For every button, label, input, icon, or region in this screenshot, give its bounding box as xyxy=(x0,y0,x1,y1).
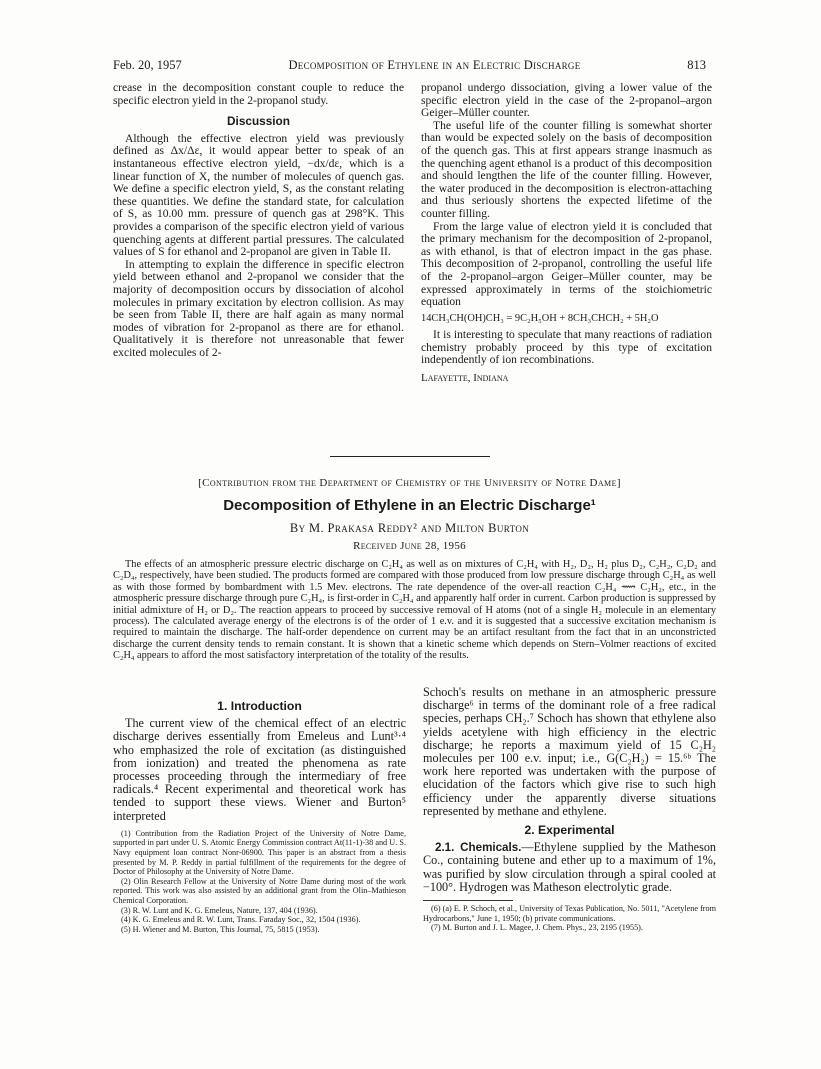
footnote: (6) (a) E. P. Schoch, et al., University of Texas Publication, No. 5011, "Acetylene from Hydrocarbons," June 1, 1950; (b) private communications. xyxy=(423,904,716,923)
continuation-paragraph: Schoch's results on methane in an atmospheric pressure discharge⁶ in terms of the dominant role of a free radical species, perhaps CH₂.⁷ Schoch has shown that ethylene also yields acetylene with high efficiency in the electric discharge; he reports a maximum yield of 15 C₂H₂ molecules per 100 e.v. input; i.e., G(C₂H₂) = 15.⁶ᵇ The work here reported was undertaken with the purpose of elucidation of the factors which give rise to such high efficiency under the apparently diverse situations represented by methane and ethylene. xyxy=(423,685,716,818)
experimental-heading: 2. Experimental xyxy=(524,823,615,838)
article-divider xyxy=(330,456,490,457)
chemicals-paragraph xyxy=(423,841,716,894)
prev-article-right-column xyxy=(421,82,712,385)
stoichiometric-equation: 14CH₃CH(OH)CH₃ = 9C₂H₅OH + 8CH₃CHCH₂ + 5H₂O xyxy=(421,312,659,324)
chemicals-text: —Ethylene supplied by the Matheson Co., containing butene and ether up to a maximum of 1%, was purified by slow circulation through a spiral cooled at −100°. Hydrogen was Matheson electrolytic grade. xyxy=(423,840,717,894)
prev-article-left-column xyxy=(113,82,404,359)
running-head xyxy=(113,58,706,73)
chemicals-subheading: 2.1. Chemicals. xyxy=(435,841,522,855)
byline: By M. Prakasa Reddy² and Milton Burton xyxy=(289,521,530,535)
received-date: Received June 28, 1956 xyxy=(353,540,466,552)
prev-paragraph: Although the effective electron yield was previously defined as Δx/Δε, it would appear better to speak of an instantaneous effective electron yield, −dx/dε, which is a linear function of X, the number of molecules of quench gas. We define a specific electron yield, S, as the constant relating these quantities. We define the standard state, for calculation of S, as 10.00 mm. pressure of quench gas at 298°K. This provides a comparison of the specific electron yield of various quenching agents at different partial pressures. The calculated values of S for ethanol and 2-propanol are given in Table II. xyxy=(113,131,404,259)
prev-paragraph: From the large value of electron yield it is concluded that the primary mechanism for the decomposition of 2-propanol, as with ethanol, is that of electron impact in the gas phase. This decomposition of 2-propanol, controlling the useful life of the 2-propanol–argon Geiger–Müller counter, may be expressed approximately in terms of the stoichiometric equation xyxy=(421,219,712,309)
article-title: Decomposition of Ethylene in an Electric Discharge¹ xyxy=(223,497,596,514)
article-right-column xyxy=(423,686,716,933)
footnote: (7) M. Burton and J. L. Magee, J. Chem. Phys., 23, 2195 (1955). xyxy=(431,923,643,933)
footnote-rule xyxy=(423,900,513,901)
introduction-paragraph: The current view of the chemical effect of an electric discharge derives essentially from Emeleus and Lunt³·⁴ who emphasized the role of excitation (as distinguished from ionization) and treated the phenomena as rate processes proceeding through the intermediary of free radicals.⁴ Recent experimental and theoretical work has tended to support these views. Wiener and Burton⁵ interpreted xyxy=(113,716,406,823)
footnotes-right xyxy=(423,904,716,933)
page-number: 813 xyxy=(687,58,706,72)
footnote: (5) H. Wiener and M. Burton, This Journal, 75, 5815 (1953). xyxy=(121,924,320,934)
contribution-line: [Contribution from the Department of Chemistry of the University of Notre Dame] xyxy=(198,477,621,489)
affiliation: Lafayette, Indiana xyxy=(421,372,509,385)
footnote: (4) K. G. Emeleus and R. W. Lunt, Trans. Faraday Soc., 32, 1504 (1936). xyxy=(121,915,361,925)
footnote: (2) Olin Research Fellow at the University of Notre Dame during most of the work reported. This work was also assisted by an additional grant from the Olin–Mathieson Chemical Corporation. xyxy=(113,876,406,905)
footnote: (1) Contribution from the Radiation Project of the University of Notre Dame, supported in part under U. S. Atomic Energy Commission contract At(11-1)-38 and U. S. Navy equipment loan contract Nonr-06900. This paper is an abstract from a thesis presented by M. P. Reddy in partial fulfillment of the requirements for the degree of Doctor of Philosophy at the University of Notre Dame. xyxy=(113,828,406,877)
running-title: Decomposition of Ethylene in an Electric Discharge xyxy=(288,58,581,72)
abstract: The effects of an atmospheric pressure electric discharge on C₂H₄ as well as on mixtures of C₂H₄ with H₂, D₂, H₂ plus D₂, C₂H₂, C₂D₂ and C₂D₄, respectively, have been studied. The products formed are compared with those produced from low pressure discharge through C₂H₄ as well as with those formed by bombardment with 1.5 Mev. electrons. The rate dependence of the over-all reaction C₂H₄ ⟿ C₂H₂, etc., in the atmospheric pressure discharge through pure C₂H₄, is first-order in C₂H₄ and apparently half order in current. Carbon production is suppressed by initial admixture of H₂ or D₂. The reaction appears to proceed by successive removal of H atoms (not of a single H₂ molecule in an elementary process). The calculated average energy of the electrons is of the order of 1 e.v. and it is suggested that a successive excitation mechanism is required to maintain the discharge. The half-order dependence on current may be an artifact resultant from the fact that in an unconstricted discharge the current density tends to remain constant. It is shown that a kinetic scheme which depends on Stern–Volmer reactions of excited C₂H₄ appears to afford the most satisfactory interpretation of the totality of the results. xyxy=(113,559,716,662)
prev-paragraph: In attempting to explain the difference in specific electron yield between ethanol and 2-propanol we consider that the majority of decomposition occurs by dissociation of alcohol molecules in primary excitation by electron collision. As may be seen from Table II, there are half again as many normal modes of vibration for 2-propanol as there are for ethanol. Qualitatively it is therefore not unreasonable that fewer excited molecules of 2- xyxy=(113,257,404,359)
discussion-heading: Discussion xyxy=(227,114,290,129)
footnote: (3) R. W. Lunt and K. G. Emeleus, Nature, 137, 404 (1936). xyxy=(121,905,318,915)
introduction-heading: 1. Introduction xyxy=(217,699,302,713)
article-left-column xyxy=(113,700,406,934)
prev-paragraph: It is interesting to speculate that many reactions of radiation chemistry probably proceed by this type of excitation independently of ion recombinations. xyxy=(421,328,712,367)
prev-paragraph: propanol undergo dissociation, giving a lower value of the specific electron yield in the case of the 2-propanol–argon Geiger–Müller counter. xyxy=(421,81,712,120)
prev-paragraph: The useful life of the counter filling is somewhat shorter than would be expected solely on the basis of decomposition of the quench gas. This at first appears strange inasmuch as the quenching agent ethanol is a product of this decomposition and should lengthen the life of the counter filling. However, the water produced in the decomposition is electron-attaching and thus seriously shortens the expected lifetime of the counter filling. xyxy=(421,118,712,220)
prev-paragraph: crease in the decomposition constant couple to reduce the specific electron yield in the 2-propanol study. xyxy=(113,81,404,107)
footnotes-left xyxy=(113,829,406,935)
issue-date: Feb. 20, 1957 xyxy=(113,58,182,72)
